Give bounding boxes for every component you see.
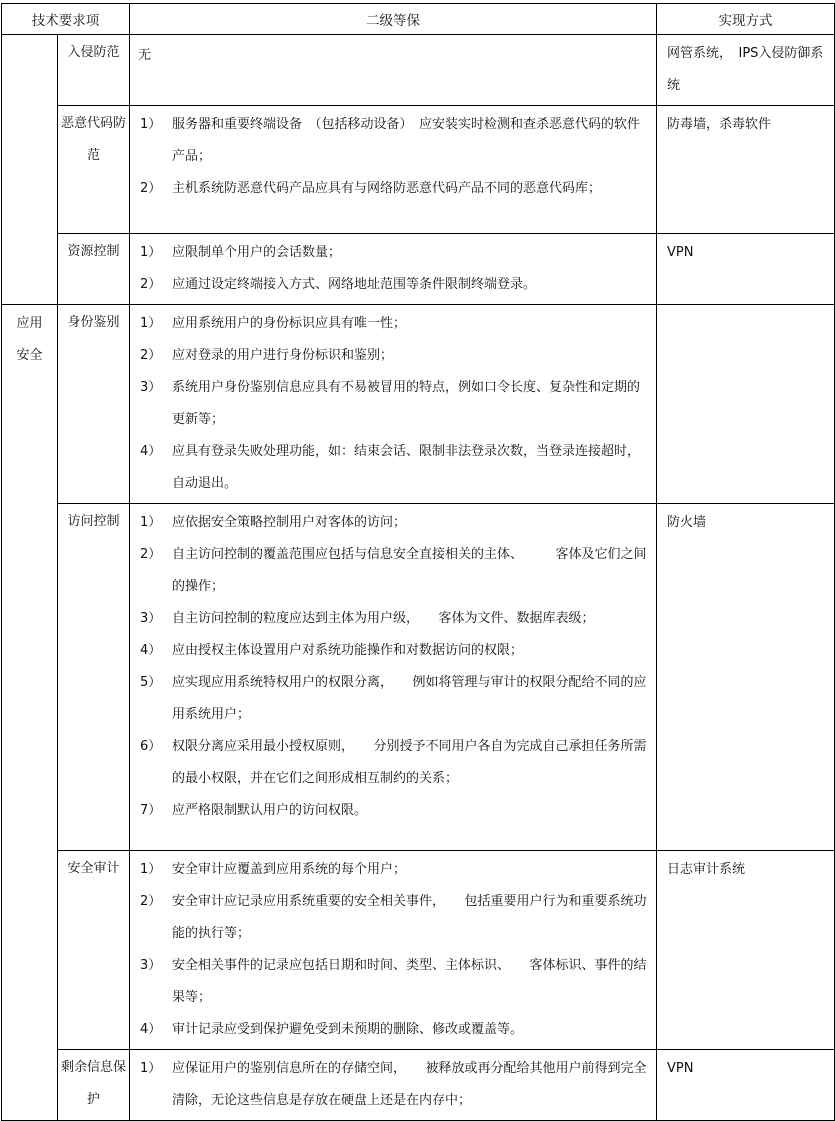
implementation-cell: VPN <box>657 234 835 305</box>
list-item: 2） 应通过设定终端接入方式、网络地址范围等条件限制终端登录。 <box>140 277 537 292</box>
sub-item: 资源控制 <box>58 234 130 305</box>
list-item: 6） 权限分离应采用最小授权原则， 分别授予不同用户各自为完成自己承担任务所需的最小权限，并在它们之间形成相互制约的关系； <box>140 739 647 786</box>
header-implementation: 实现方式 <box>657 4 835 35</box>
requirement-cell <box>130 305 657 504</box>
requirement-text: 无 <box>138 48 152 63</box>
sub-item: 恶意代码防范 <box>58 106 130 234</box>
header-tech-item: 技术要求项 <box>2 4 130 35</box>
table-header-row <box>2 4 835 35</box>
requirements-table <box>1 3 835 1121</box>
implementation-cell: 防毒墙，杀毒软件 <box>657 106 835 234</box>
implementation-cell <box>657 305 835 504</box>
list-item: 1） 应用系统用户的身份标识应具有唯一性； <box>140 316 407 331</box>
list-item: 4） 应具有登录失败处理功能，如：结束会话、限制非法登录次数，当登录连接超时，自动退出。 <box>140 444 641 491</box>
table-row <box>2 504 835 851</box>
table-row <box>2 35 835 106</box>
list-item: 1） 应限制单个用户的会话数量； <box>140 245 342 260</box>
table-row <box>2 234 835 305</box>
list-item: 1） 服务器和重要终端设备 （包括移动设备） 应安装实时检测和查杀恶意代码的软件产品； <box>140 117 641 164</box>
header-level2: 二级等保 <box>130 4 657 35</box>
list-item: 3） 安全相关事件的记录应包括日期和时间、类型、主体标识、 客体标识、事件的结果等； <box>140 958 647 1005</box>
list-item: 1） 安全审计应覆盖到应用系统的每个用户； <box>140 862 407 877</box>
list-item: 4） 应由授权主体设置用户对系统功能操作和对数据访问的权限； <box>140 643 524 658</box>
sub-item: 访问控制 <box>58 504 130 851</box>
list-item: 5） 应实现应用系统特权用户的权限分离， 例如将管理与审计的权限分配给不同的应用系统用户； <box>140 675 647 722</box>
list-item: 1） 应保证用户的鉴别信息所在的存储空间， 被释放或再分配给其他用户前得到完全清除，无论这些信息是存放在硬盘上还是在内存中； <box>140 1061 647 1108</box>
sub-item: 入侵防范 <box>58 35 130 106</box>
list-item: 3） 自主访问控制的粒度应达到主体为用户级， 客体为文件、数据库表级； <box>140 611 595 626</box>
list-item: 2） 主机系统防恶意代码产品应具有与网络防恶意代码产品不同的恶意代码库； <box>140 181 602 196</box>
table-row <box>2 1050 835 1121</box>
list-item: 3） 系统用户身份鉴别信息应具有不易被冒用的特点，例如口令长度、复杂性和定期的更新等； <box>140 380 641 427</box>
sub-item: 剩余信息保护 <box>58 1050 130 1121</box>
implementation-cell: 日志审计系统 <box>657 851 835 1050</box>
list-item: 4） 审计记录应受到保护避免受到未预期的删除、修改或覆盖等。 <box>140 1022 524 1037</box>
category-cell <box>2 35 58 305</box>
list-item: 1） 应依据安全策略控制用户对客体的访问； <box>140 515 407 530</box>
table-row <box>2 305 835 504</box>
requirement-cell <box>130 1050 657 1121</box>
requirement-cell <box>130 504 657 851</box>
implementation-cell: 网管系统， IPS入侵防御系统 <box>657 35 835 106</box>
table-row <box>2 851 835 1050</box>
category-cell: 应用安全 <box>2 305 58 1121</box>
requirement-cell <box>130 106 657 234</box>
sub-item: 安全审计 <box>58 851 130 1050</box>
list-item: 2） 应对登录的用户进行身份标识和鉴别； <box>140 348 394 363</box>
table-row <box>2 106 835 234</box>
implementation-cell: 防火墙 <box>657 504 835 851</box>
sub-item: 身份鉴别 <box>58 305 130 504</box>
implementation-cell: VPN <box>657 1050 835 1121</box>
requirement-cell <box>130 35 657 106</box>
list-item: 2） 安全审计应记录应用系统重要的安全相关事件， 包括重要用户行为和重要系统功能的执行等； <box>140 894 647 941</box>
requirement-cell <box>130 234 657 305</box>
requirement-cell <box>130 851 657 1050</box>
list-item: 7） 应严格限制默认用户的访问权限。 <box>140 803 368 818</box>
list-item: 2） 自主访问控制的覆盖范围应包括与信息安全直接相关的主体、 客体及它们之间的操作； <box>140 547 647 594</box>
